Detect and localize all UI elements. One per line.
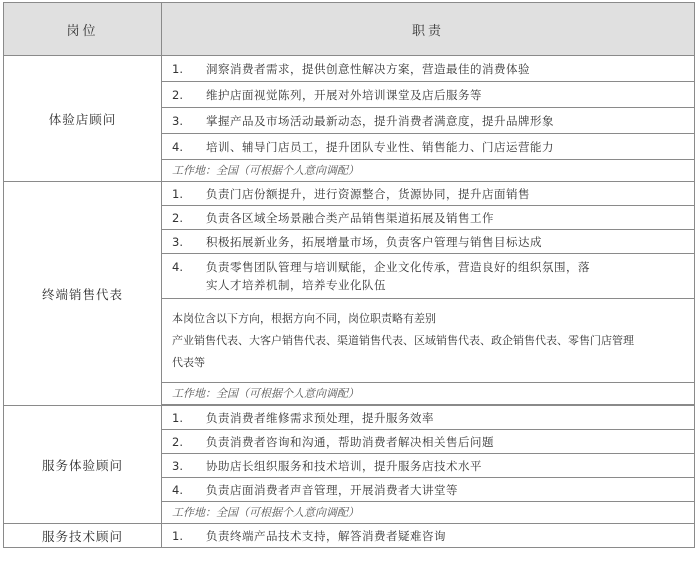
- duty-item: 3. 协助店长组织服务和技术培训，提升服务店技术水平: [162, 454, 695, 478]
- note-line: 本岗位含以下方向，根据方向不同，岗位职责略有差别: [172, 311, 436, 325]
- work-place: 工作地：全国（可根据个人意向调配）: [162, 383, 695, 405]
- duty-item: 1. 负责门店份额提升，进行资源整合，货源协同，提升店面销售: [162, 182, 695, 206]
- note-line: 产业销售代表、大客户销售代表、渠道销售代表、区域销售代表、政企销售代表、零售门店管理: [172, 333, 634, 347]
- role-name: 服务技术顾问: [4, 524, 162, 548]
- role-name: 终端销售代表: [4, 182, 162, 406]
- duty-item: 2. 维护店面视觉陈列，开展对外培训课堂及店后服务等: [162, 82, 695, 108]
- table-row: [4, 524, 695, 548]
- duty-item: 4. 培训、辅导门店员工，提升团队专业性、销售能力、门店运营能力: [162, 134, 695, 160]
- duty-item: 3. 积极拓展新业务，拓展增量市场，负责客户管理与销售目标达成: [162, 230, 695, 254]
- table-header-row: [4, 3, 695, 56]
- duty-item: 2. 负责各区域全场景融合类产品销售渠道拓展及销售工作: [162, 206, 695, 230]
- direction-note: [162, 299, 695, 383]
- duty-item: 1. 负责终端产品技术支持，解答消费者疑难咨询: [162, 524, 695, 548]
- duty-item: 2. 负责消费者咨询和沟通，帮助消费者解决相关售后问题: [162, 430, 695, 454]
- note-line: 代表等: [172, 355, 205, 369]
- table-row: [4, 182, 695, 206]
- role-name: 体验店顾问: [4, 56, 162, 182]
- job-table: [3, 2, 695, 548]
- duty-item: 4. 负责零售团队管理与培训赋能，企业文化传承，营造良好的组织氛围，落 实人才培养机制，培养专业化队伍: [162, 254, 695, 299]
- duty-item: 4. 负责店面消费者声音管理，开展消费者大讲堂等: [162, 478, 695, 502]
- work-place: 工作地：全国（可根据个人意向调配）: [162, 160, 695, 182]
- duty-item: 3. 掌握产品及市场活动最新动态，提升消费者满意度，提升品牌形象: [162, 108, 695, 134]
- duty-item: 1. 负责消费者维修需求预处理，提升服务效率: [162, 406, 695, 430]
- duty-item: 1. 洞察消费者需求，提供创意性解决方案，营造最佳的消费体验: [162, 56, 695, 82]
- header-position: 岗位: [4, 3, 162, 56]
- role-name: 服务体验顾问: [4, 406, 162, 524]
- work-place: 工作地：全国（可根据个人意向调配）: [162, 502, 695, 524]
- table-row: [4, 406, 695, 430]
- table-row: [4, 56, 695, 82]
- header-duties: 职责: [162, 3, 695, 56]
